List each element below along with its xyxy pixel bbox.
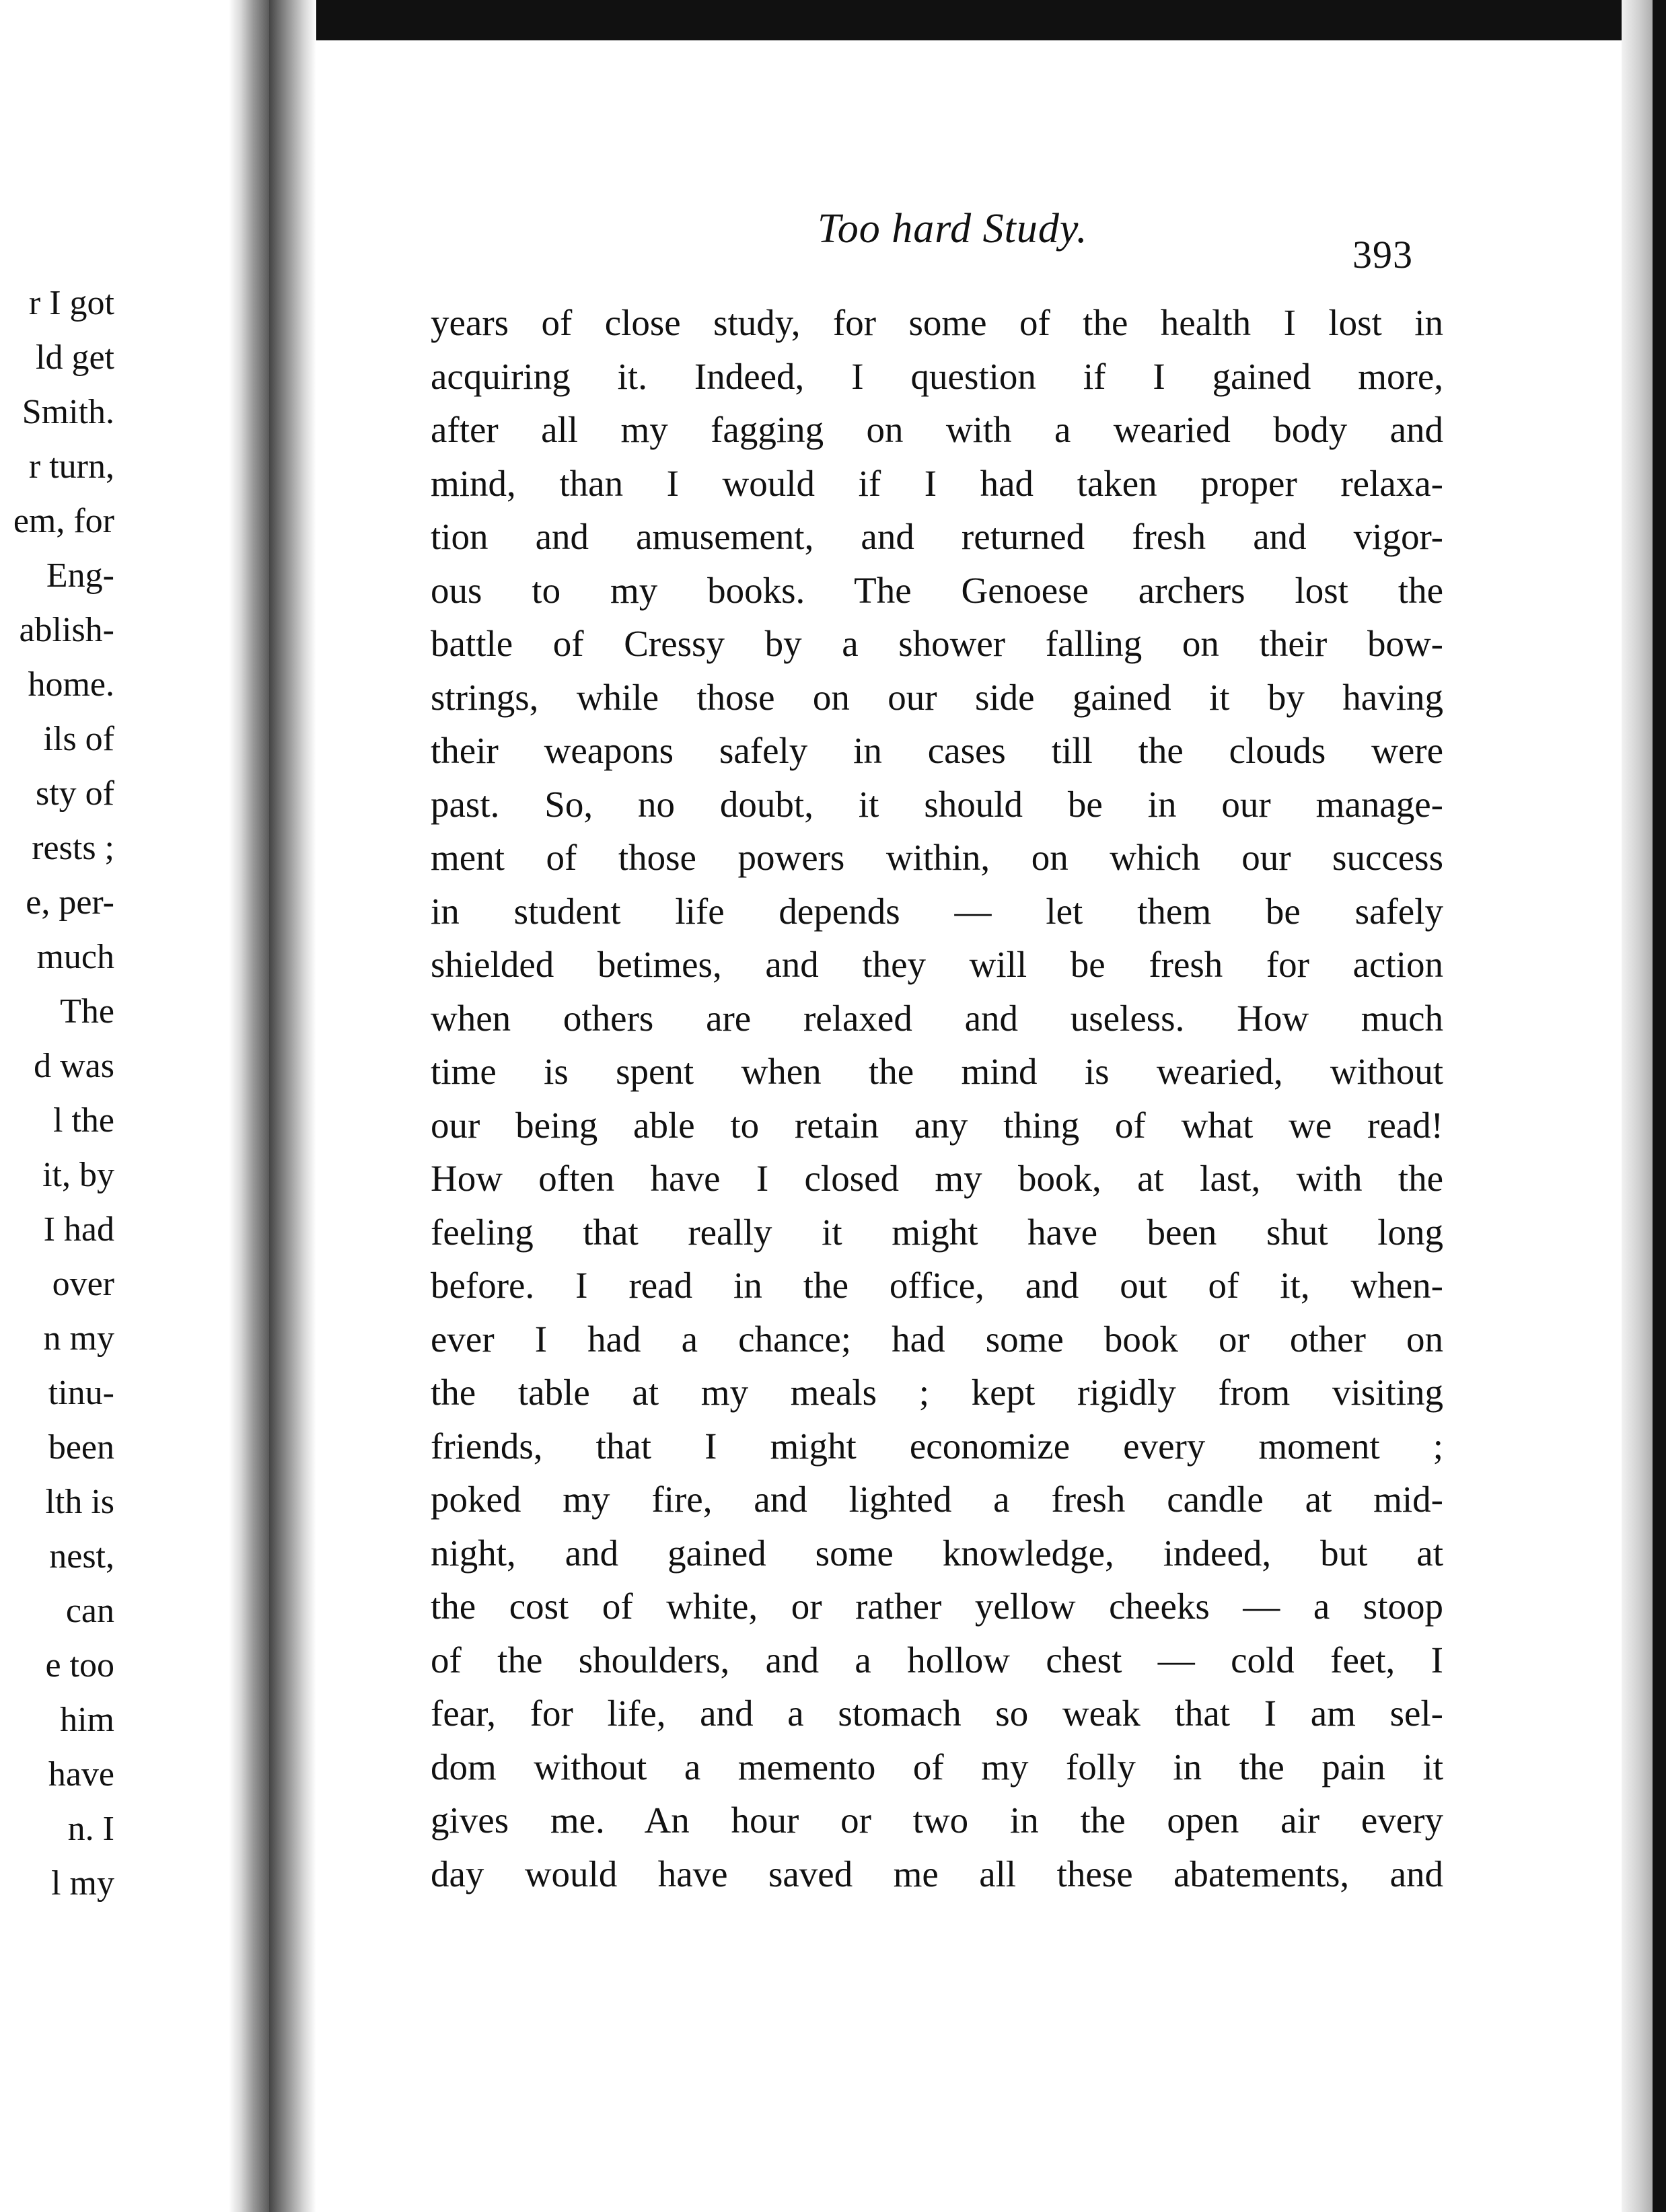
text-line: ous to my books. The Genoese archers lost the <box>431 569 1443 611</box>
text-line: when others are relaxed and useless. How much <box>431 997 1443 1039</box>
running-head: Too hard Study. <box>818 206 1088 252</box>
text-line: their weapons safely in cases till the clouds were <box>431 730 1443 771</box>
text-line: in student life depends — let them be safely <box>431 890 1443 932</box>
text-line: acquiring it. Indeed, I question if I gained more, <box>431 355 1443 397</box>
previous-page-line: l my <box>51 1864 114 1903</box>
text-line: the table at my meals ; kept rigidly from visiting <box>431 1372 1443 1413</box>
text-line: day would have saved me all these abatements, and <box>431 1853 1443 1894</box>
previous-page-line: lth is <box>45 1483 114 1521</box>
previous-page-line: over <box>52 1265 114 1303</box>
text-line: past. So, no doubt, it should be in our manage- <box>431 783 1443 825</box>
text-line: tion and amusement, and returned fresh and vigor- <box>431 516 1443 557</box>
previous-page-line: tinu- <box>48 1374 114 1412</box>
text-line: fear, for life, and a stomach so weak that I am sel- <box>431 1693 1443 1734</box>
body-text <box>431 296 1443 1901</box>
text-line: How often have I closed my book, at last, with the <box>431 1158 1443 1199</box>
previous-page-line: em, for <box>13 502 114 540</box>
previous-page-line: him <box>60 1701 114 1739</box>
previous-page-line: r turn, <box>28 447 114 486</box>
text-line: gives me. An hour or two in the open air every <box>431 1800 1443 1841</box>
previous-page-line: The <box>60 992 114 1031</box>
previous-page-line: sty of <box>36 774 114 813</box>
text-line: of the shoulders, and a hollow chest — cold feet, I <box>431 1639 1443 1681</box>
previous-page-line: r I got <box>28 284 114 322</box>
text-line: poked my fire, and lighted a fresh candle at mid- <box>431 1479 1443 1520</box>
previous-page-line: been <box>48 1428 114 1467</box>
text-line: mind, than I would if I had taken proper relaxa- <box>431 462 1443 504</box>
previous-page-line: n. I <box>67 1810 114 1848</box>
previous-page-line: much <box>36 938 114 976</box>
previous-page-line: d was <box>34 1047 114 1085</box>
page-number: 393 <box>1352 233 1413 276</box>
previous-page-line: ld get <box>36 338 114 377</box>
previous-page-line: can <box>65 1592 114 1630</box>
previous-page-line: nest, <box>49 1537 114 1576</box>
previous-page-line: home. <box>28 665 114 704</box>
text-line: strings, while those on our side gained it by having <box>431 676 1443 718</box>
previous-page-line: ablish- <box>19 611 114 649</box>
previous-page-line: rests ; <box>32 829 114 867</box>
scan-right-border <box>1653 0 1666 2212</box>
text-line: dom without a memento of my folly in the pain it <box>431 1746 1443 1787</box>
previous-page-line: have <box>48 1755 114 1794</box>
text-line: night, and gained some knowledge, indeed, but at <box>431 1532 1443 1574</box>
previous-page-line: e, per- <box>26 883 114 922</box>
book-gutter <box>229 0 269 2212</box>
text-line: friends, that I might economize every moment ; <box>431 1425 1443 1467</box>
previous-page-line: Smith. <box>22 393 114 431</box>
previous-page-line: l the <box>53 1101 114 1140</box>
previous-page-line: it, by <box>42 1156 114 1194</box>
text-line: before. I read in the office, and out of it, when- <box>431 1265 1443 1306</box>
text-line: ment of those powers within, on which our success <box>431 837 1443 878</box>
text-line: shielded betimes, and they will be fresh for action <box>431 944 1443 985</box>
text-line: time is spent when the mind is wearied, without <box>431 1051 1443 1092</box>
text-line: battle of Cressy by a shower falling on their bow- <box>431 623 1443 664</box>
text-line: years of close study, for some of the health I lost in <box>431 302 1443 343</box>
text-line: ever I had a chance; had some book or other on <box>431 1318 1443 1360</box>
previous-page-line: ils of <box>43 720 114 758</box>
text-line: our being able to retain any thing of what we read! <box>431 1104 1443 1146</box>
text-line: feeling that really it might have been shut long <box>431 1211 1443 1253</box>
previous-page-line: n my <box>43 1319 114 1358</box>
previous-page-line: I had <box>43 1210 114 1249</box>
previous-page-text <box>13 276 114 1911</box>
text-line: the cost of white, or rather yellow cheeks — a stoop <box>431 1586 1443 1627</box>
text-line: after all my fagging on with a wearied body and <box>431 409 1443 450</box>
previous-page-line: Eng- <box>46 556 114 595</box>
previous-page-line: e too <box>45 1646 114 1685</box>
gutter-shadow <box>269 0 316 2212</box>
